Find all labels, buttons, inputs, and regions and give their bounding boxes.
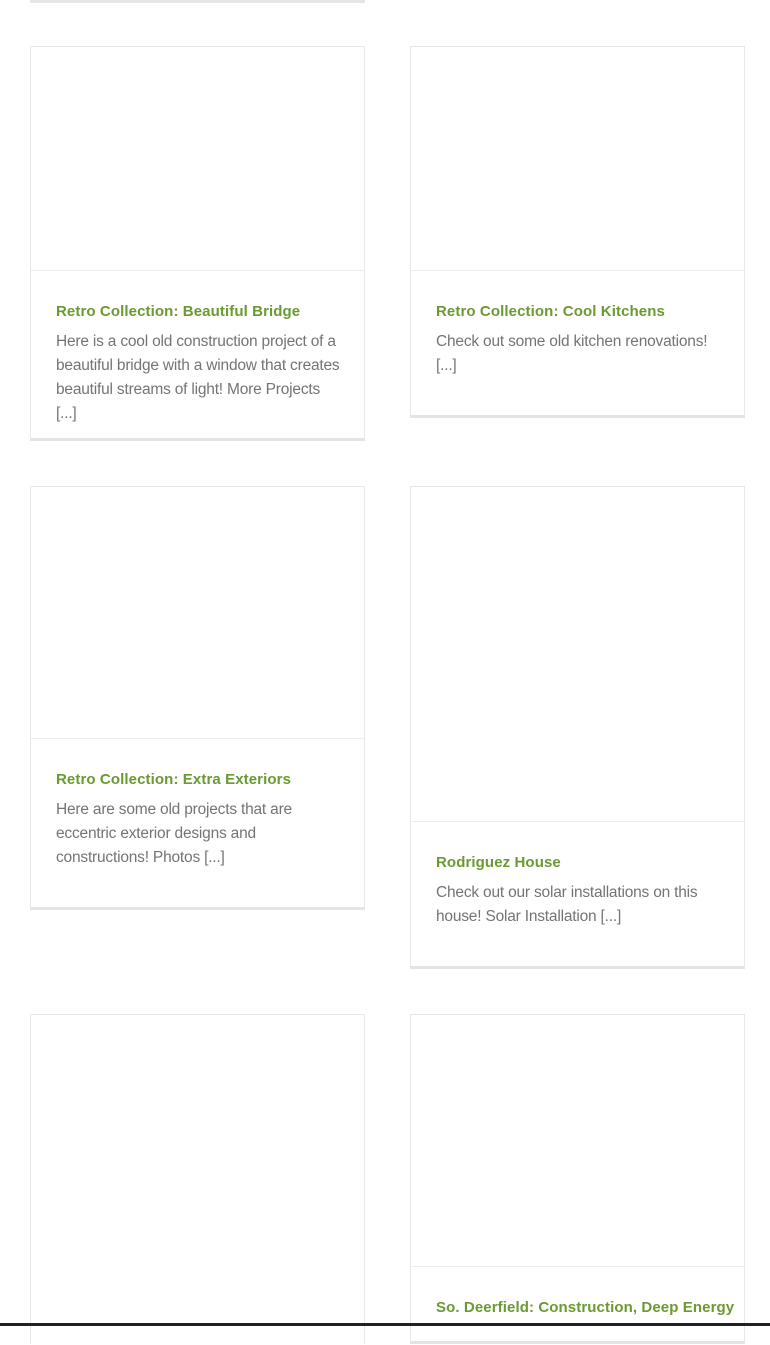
previous-card-bottom-edge: [30, 0, 365, 3]
portfolio-card-image[interactable]: [31, 1015, 364, 1345]
portfolio-card-image[interactable]: [411, 487, 744, 822]
portfolio-card-title-link[interactable]: Retro Collection: Beautiful Bridge: [56, 303, 301, 320]
portfolio-card-excerpt: Here is a cool old construction project of a beautiful bridge with a window that creates beautiful streams of light! More Projects [...]: [56, 333, 340, 422]
portfolio-card: [30, 486, 365, 910]
portfolio-card: [30, 46, 365, 441]
portfolio-card-title-link[interactable]: Rodriguez House: [436, 854, 561, 871]
portfolio-card: [410, 486, 745, 969]
portfolio-card-image[interactable]: [31, 47, 364, 271]
portfolio-card-body: [411, 271, 744, 378]
portfolio-card-image[interactable]: [411, 1015, 744, 1267]
portfolio-card-title-link[interactable]: Retro Collection: Cool Kitchens: [436, 303, 665, 320]
portfolio-card: [410, 1014, 745, 1344]
portfolio-card-image[interactable]: [411, 47, 744, 271]
portfolio-card-body: [31, 739, 364, 870]
portfolio-card-body: [31, 271, 364, 426]
portfolio-card-excerpt: Check out some old kitchen renovations! [...]: [436, 333, 708, 374]
portfolio-card-image[interactable]: [31, 487, 364, 739]
portfolio-card-title-link[interactable]: So. Deerfield: Construction, Deep Energy: [436, 1299, 735, 1316]
portfolio-card: [410, 46, 745, 418]
portfolio-card-excerpt: Here are some old projects that are eccentric exterior designs and constructions! Photos [...]: [56, 801, 292, 866]
portfolio-card-body: [411, 822, 744, 929]
portfolio-card: [30, 1014, 365, 1344]
portfolio-card-excerpt: Check out our solar installations on this house! Solar Installation [...]: [436, 884, 698, 925]
portfolio-card-title-link[interactable]: Retro Collection: Extra Exteriors: [56, 771, 292, 788]
portfolio-card-body: [411, 1267, 744, 1317]
